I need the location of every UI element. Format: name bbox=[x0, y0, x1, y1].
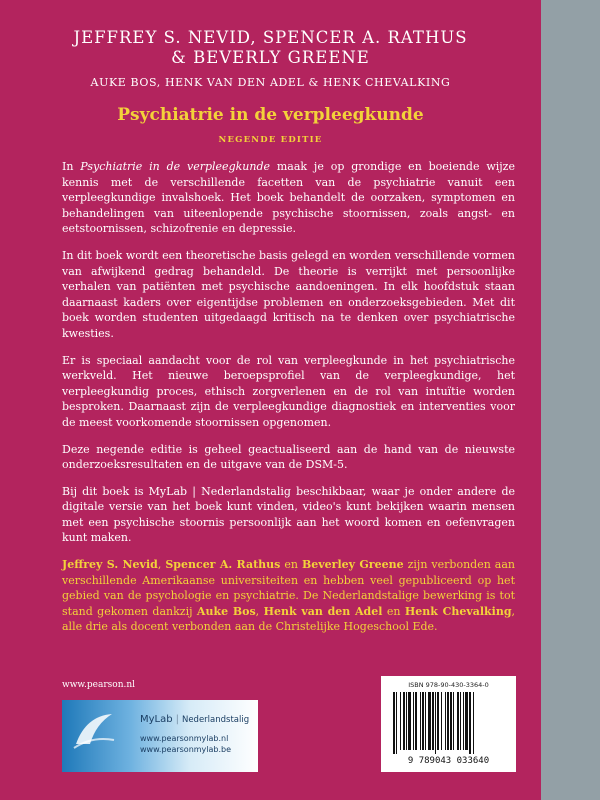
title-mention: Psychiatrie in de verpleegkunde bbox=[80, 160, 270, 173]
publisher-website[interactable]: www.pearson.nl bbox=[62, 680, 136, 690]
barcode-bar bbox=[396, 692, 397, 754]
barcode-bar bbox=[441, 692, 442, 750]
barcode-bar bbox=[432, 692, 434, 750]
barcode-bar bbox=[406, 692, 407, 750]
isbn-label: ISBN 978-90-430-3364-0 bbox=[408, 681, 489, 689]
ean-digits: 9 789043 033640 bbox=[407, 756, 490, 766]
barcode-bar bbox=[420, 692, 421, 750]
barcode-bar bbox=[403, 692, 405, 750]
book-title: Psychiatrie in de verpleegkunde bbox=[117, 105, 424, 125]
mylab-logo-icon bbox=[72, 710, 116, 750]
mylab-banner bbox=[62, 700, 258, 772]
blurb-paragraph-2: In dit boek wordt een theoretische basis gelegd en worden verschillende vormen van afwijkend gedrag behandeld. De theorie is verrijkt met persoonlijke verhalen van patiënten met psychische aandoeningen. In elk hoofdstuk staan daarnaast kaders over eigentijdse problemen en onderzoeksgebieden. Met dit boek worden studenten uitgedaagd kritisch na te denken over psychiatrische kwesties. bbox=[62, 248, 515, 340]
mylab-links bbox=[140, 733, 231, 755]
barcode-bar bbox=[465, 692, 468, 750]
barcode-bar bbox=[445, 692, 446, 750]
barcode-bar bbox=[428, 692, 431, 750]
barcode-bar bbox=[437, 692, 439, 750]
barcode-bar bbox=[435, 692, 436, 754]
blurb-paragraph-4: Deze negende editie is geheel geactualiseerd aan de hand van de nieuwste onderzoeksresultaten en de uitgave van de DSM-5. bbox=[62, 442, 515, 472]
barcode-box bbox=[381, 676, 516, 772]
edition-label: NEGENDE EDITIE bbox=[218, 135, 323, 145]
barcode-icon bbox=[391, 692, 506, 754]
barcode-bar bbox=[463, 692, 464, 750]
barcode-bar bbox=[400, 692, 401, 750]
adapters-line: AUKE BOS, HENK VAN DEN ADEL & HENK CHEVALKING bbox=[90, 76, 451, 89]
blurb bbox=[62, 159, 515, 646]
mylab-brand: MyLab | Nederlandstalig bbox=[140, 714, 250, 725]
authors-line-2: & BEVERLY GREENE bbox=[171, 48, 370, 67]
blurb-paragraph-5: Bij dit boek is MyLab | Nederlandstalig beschikbaar, waar je onder andere de digitale versie van het boek kunt vinden, video's kunt bekijken waarin mensen met een psychische stoornis persoonlijk aan het woord komen en oefenvragen kunt maken. bbox=[62, 484, 515, 545]
mylab-url-nl[interactable]: www.pearsonmylab.nl bbox=[140, 734, 229, 743]
barcode-bar bbox=[450, 692, 452, 750]
barcode-bar bbox=[425, 692, 426, 750]
barcode-bar bbox=[413, 692, 414, 750]
barcode-bar bbox=[453, 692, 454, 750]
mylab-url-be[interactable]: www.pearsonmylab.be bbox=[140, 745, 232, 754]
barcode-bar bbox=[422, 692, 424, 750]
barcode-bar bbox=[393, 692, 395, 754]
authors-heading bbox=[0, 28, 541, 68]
barcode-bar bbox=[473, 692, 474, 754]
blurb-paragraph-1: In Psychiatrie in de verpleegkunde maak je op grondige en boeiende wijze kennis met de verschillende facetten van de psychiatrie vanuit een verpleegkundige invalshoek. Het boek behandelt de oorzaken, symptomen en behandelingen van uiteenlopende psychische stoornissen, zoals angst- en eetstoornissen, schizofrenie en depressie. bbox=[62, 160, 515, 236]
blurb-paragraph-3: Er is speciaal aandacht voor de rol van verpleegkunde in het psychiatrische werkveld. Het nieuwe beroepsprofiel van de verpleegkundige, het verpleegkundig proces, ethisch zorgverlenen en de rol van intuïtie worden besproken. Daarnaast zijn de verpleegkundige diagnostiek en interventies voor de meest voorkomende stoornissen opgenomen. bbox=[62, 353, 515, 429]
authors-line-1: JEFFREY S. NEVID, SPENCER A. RATHUS bbox=[73, 28, 468, 47]
authors-note: Jeffrey S. Nevid, Spencer A. Rathus en Beverley Greene zijn verbonden aan verschillende Amerikaanse universiteiten en hebben veel gepubliceerd op het gebied van de psychologie en psychiatrie. De Nederlandstalige bewerking is tot stand gekomen dankzij Auke Bos, Henk van den Adel en Henk Chevalking, alle drie als docent verbonden aan de Christelijke Hogeschool Ede. bbox=[62, 558, 516, 634]
barcode-bar bbox=[447, 692, 449, 750]
barcode-bar bbox=[460, 692, 461, 750]
barcode-bar bbox=[408, 692, 411, 750]
barcode-bar bbox=[415, 692, 417, 750]
barcode-bar bbox=[457, 692, 459, 750]
barcode-bar bbox=[469, 692, 471, 754]
spine-strip bbox=[541, 0, 600, 800]
